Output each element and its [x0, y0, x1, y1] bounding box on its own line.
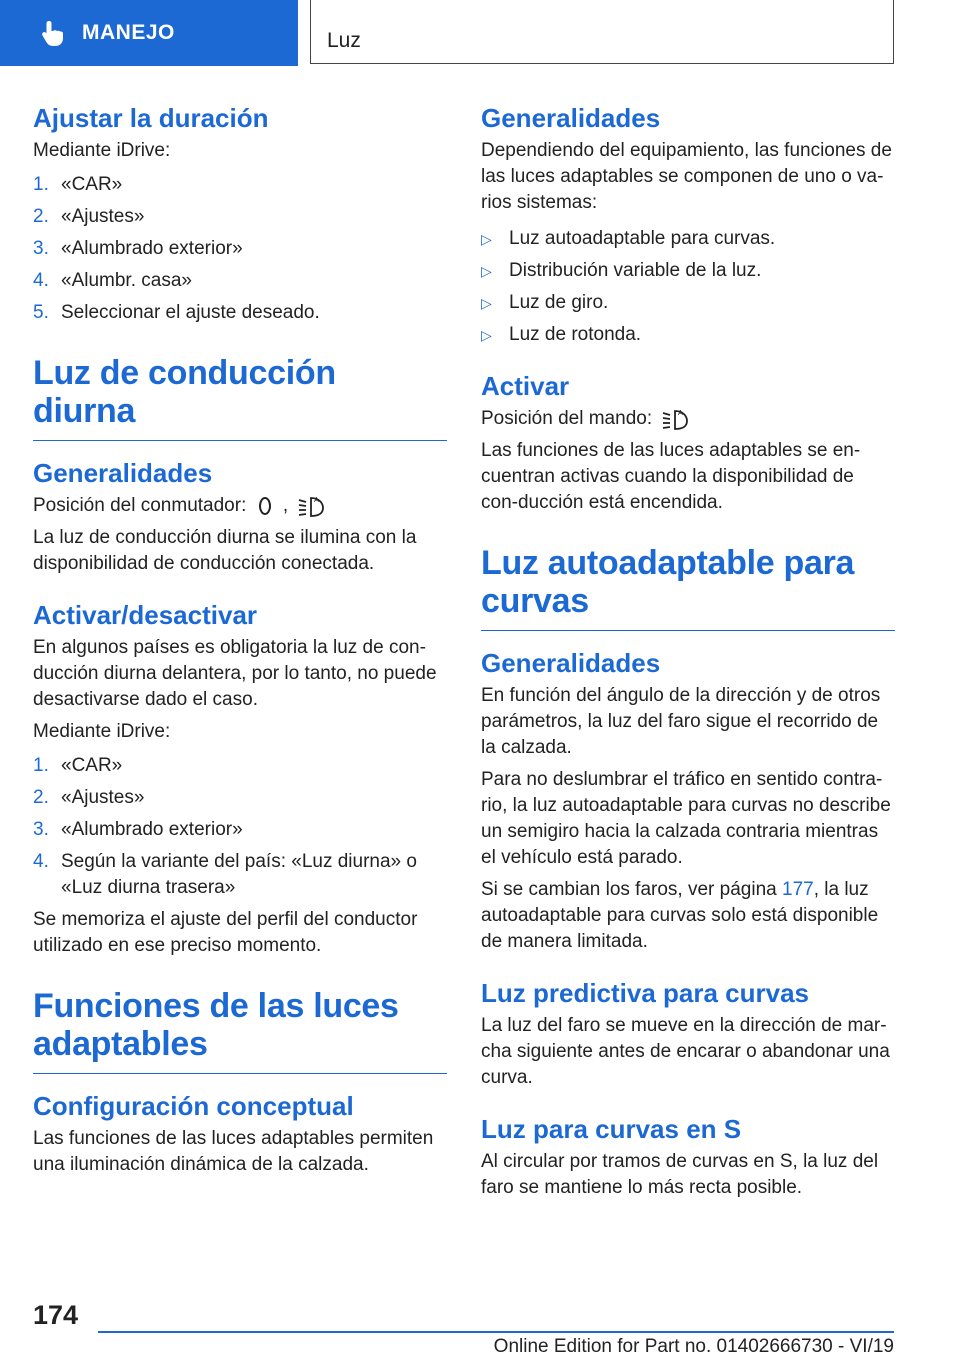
paragraph: En función del ángulo de la dirección y de otros parámetros, la luz del faro sigue el recorrido de la calzada. — [481, 685, 881, 758]
chapter-title: MANEJO — [82, 21, 175, 44]
heading-activar-desactivar: Activar/desactivar — [33, 600, 258, 630]
hand-pointer-icon — [40, 19, 66, 47]
paragraph: Mediante iDrive: — [33, 140, 171, 161]
svg-text:A: A — [678, 408, 684, 417]
heading-luz-conduccion-diurna: Luz de conducción diurna — [33, 354, 447, 441]
paragraph: Dependiendo del equipamiento, las funciones de las luces adaptables se componen de uno o va-rios sistemas: — [481, 140, 892, 213]
list-item: 4. «Alumbr. casa» — [33, 270, 192, 291]
bullet-list — [481, 226, 895, 348]
list-item: ▷ Distribución variable de la luz. — [481, 260, 762, 281]
paragraph: Posición del conmutador: , A — [33, 493, 447, 519]
heading-configuracion-conceptual: Configuración conceptual — [33, 1091, 354, 1121]
paragraph: Mediante iDrive: — [33, 721, 171, 742]
heading-funciones-luces-adaptables: Funciones de las luces adaptables — [33, 987, 447, 1074]
paragraph: La luz del faro se mueve en la dirección de mar-cha siguiente antes de encarar o abandonar una curva. — [481, 1015, 890, 1088]
paragraph: Si se cambian los faros, ver página 177, la luz autoadaptable para curvas solo está disponible de manera limitada. — [481, 879, 879, 952]
list-item: 1. «CAR» — [33, 174, 123, 195]
heading-luz-autoadaptable-curvas: Luz autoadaptable para curvas — [481, 544, 895, 631]
list-item: 2. «Ajustes» — [33, 206, 145, 227]
list-item: 5. Seleccionar el ajuste deseado. — [33, 302, 320, 323]
right-column — [481, 98, 895, 1207]
steps-list — [33, 753, 447, 901]
left-column — [33, 98, 447, 1184]
list-item: 2. «Ajustes» — [33, 787, 145, 808]
list-item: 1. «CAR» — [33, 755, 123, 776]
edition-text: Online Edition for Part no. 01402666730 - VI/19 — [493, 1336, 894, 1357]
heading-activar: Activar — [481, 371, 570, 401]
svg-text:A: A — [314, 495, 320, 504]
paragraph: Para no deslumbrar el tráfico en sentido contra-rio, la luz autoadaptable para curvas no describe un semigiro hacia la calzada contraria mientras el vehículo está parado. — [481, 769, 891, 868]
page-header — [0, 0, 960, 66]
chapter-tab — [0, 0, 298, 66]
paragraph: Posición del mando: A — [481, 406, 895, 432]
paragraph: Al circular por tramos de curvas en S, la luz del faro se mantiene lo más recta posible. — [481, 1151, 879, 1198]
heading-ajustar-duracion: Ajustar la duración — [33, 103, 269, 133]
paragraph: En algunos países es obligatoria la luz de con-ducción diurna delantera, por lo tanto, no puede desactivarse dado el caso. — [33, 637, 437, 710]
paragraph: Las funciones de las luces adaptables se en-cuentran activas cuando la disponibilidad de con-ducción está encendida. — [481, 440, 861, 513]
list-item: ▷ Luz autoadaptable para curvas. — [481, 228, 776, 249]
list-item: 3. «Alumbrado exterior» — [33, 238, 243, 259]
list-item: ▷ Luz de rotonda. — [481, 324, 642, 345]
heading-generalidades: Generalidades — [33, 458, 213, 488]
auto-light-icon — [661, 407, 689, 431]
page-number: 174 — [33, 1300, 79, 1330]
list-item: 4. Según la variante del país: «Luz diurna» o «Luz diurna trasera» — [33, 851, 417, 898]
heading-generalidades: Generalidades — [481, 648, 661, 678]
section-title: Luz — [327, 29, 361, 52]
footer-divider — [98, 1331, 894, 1333]
list-item: 3. «Alumbrado exterior» — [33, 819, 243, 840]
page-reference-link[interactable]: 177 — [782, 879, 814, 900]
section-tab — [310, 0, 894, 64]
paragraph: Se memoriza el ajuste del perfil del conductor utilizado en ese preciso momento. — [33, 909, 418, 956]
heading-generalidades: Generalidades — [481, 103, 661, 133]
auto-light-icon — [297, 494, 325, 518]
steps-list — [33, 172, 447, 326]
heading-luz-curvas-s: Luz para curvas en S — [481, 1114, 742, 1144]
switch-off-icon — [256, 494, 274, 518]
heading-luz-predictiva: Luz predictiva para curvas — [481, 978, 810, 1008]
paragraph: Las funciones de las luces adaptables permiten una iluminación dinámica de la calzada. — [33, 1128, 434, 1175]
paragraph: La luz de conducción diurna se ilumina con la disponibilidad de conducción conectada. — [33, 527, 417, 574]
list-item: ▷ Luz de giro. — [481, 292, 609, 313]
